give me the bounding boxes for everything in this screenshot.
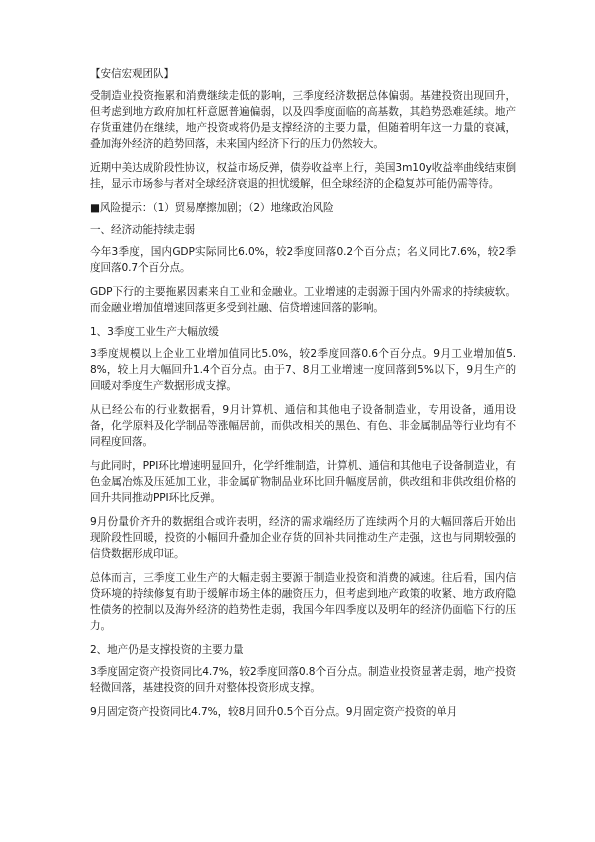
document-body xyxy=(90,66,516,728)
body-paragraph: GDP下行的主要拖累因素来自工业和金融业。工业增速的走弱源于国内外需求的持续疲软。而金融业增加值增速回落更多受到社融、信贷增速回落的影响。 xyxy=(90,286,516,314)
body-paragraph: 与此同时，PPI环比增速明显回升，化学纤维制造，计算机、通信和其他电子设备制造业，有色金属冶炼及压延加工业，非金属矿物制品业环比回升幅度居前，供改组和非供改组价格的回升共同推动PPI环比反弹。 xyxy=(90,460,516,504)
body-paragraph: 3季度规模以上企业工业增加值同比5.0%，较2季度回落0.6个百分点。9月工业增加值5.8%，较上月大幅回升1.4个百分点。由于7、8月工业增速一度回落到5%以下，9月生产的回暖对季度生产数据形成支撑。 xyxy=(90,348,516,392)
subsection-heading: 2、地产仍是支撑投资的主要力量 xyxy=(90,644,244,656)
body-paragraph: 今年3季度，国内GDP实际同比6.0%，较2季度回落0.2个百分点；名义同比7.6%，较2季度回落0.7个百分点。 xyxy=(90,246,516,274)
risk-warning: ■风险提示：（1）贸易摩擦加剧；（2）地缘政治风险 xyxy=(90,202,334,214)
intro-paragraph: 受制造业投资拖累和消费继续走低的影响，三季度经济数据总体偏弱。基建投资出现回升，但考虑到地方政府加杠杆意愿普遍偏弱，以及四季度面临的高基数，其趋势恐难延续。地产存货重建仍在继续，地产投资或将仍是支撑经济的主要力量，但随着明年这一力量的衰减，叠加海外经济的趋势回落，未来国内经济下行的压力仍然较大。 xyxy=(90,90,516,150)
intro-paragraph: 近期中美达成阶段性协议，权益市场反弹，债券收益率上行，美国3m10y收益率曲线结束倒挂，显示市场参与者对全球经济衰退的担忧缓解，但全球经济的企稳复苏可能仍需等待。 xyxy=(90,162,516,190)
body-paragraph: 3季度固定资产投资同比4.7%，较2季度回落0.8个百分点。制造业投资显著走弱，地产投资轻微回落，基建投资的回升对整体投资形成支撑。 xyxy=(90,666,516,694)
section-heading: 一、经济动能持续走弱 xyxy=(90,224,195,236)
body-paragraph: 9月份量价齐升的数据组合或许表明，经济的需求端经历了连续两个月的大幅回落后开始出现阶段性回暖，投资的小幅回升叠加企业存货的回补共同推动生产走强，这也与同期较强的信贷数据形成印证。 xyxy=(90,516,516,560)
team-header: 【安信宏观团队】 xyxy=(90,68,174,80)
body-paragraph: 从已经公布的行业数据看，9月计算机、通信和其他电子设备制造业，专用设备，通用设备，化学原料及化学制品等涨幅居前，而供改相关的黑色、有色、非金属制品等行业均有不同程度回落。 xyxy=(90,404,516,448)
body-paragraph: 总体而言，三季度工业生产的大幅走弱主要源于制造业投资和消费的减速。往后看，国内信贷环境的持续修复有助于缓解市场主体的融资压力，但考虑到地产政策的收紧、地方政府隐性债务的控制以及海外经济的趋势性走弱，我国今年四季度以及明年的经济仍面临下行的压力。 xyxy=(90,572,516,632)
body-paragraph: 9月固定资产投资同比4.7%，较8月回升0.5个百分点。9月固定资产投资的单月 xyxy=(90,706,458,718)
subsection-heading: 1、3季度工业生产大幅放缓 xyxy=(90,326,219,338)
